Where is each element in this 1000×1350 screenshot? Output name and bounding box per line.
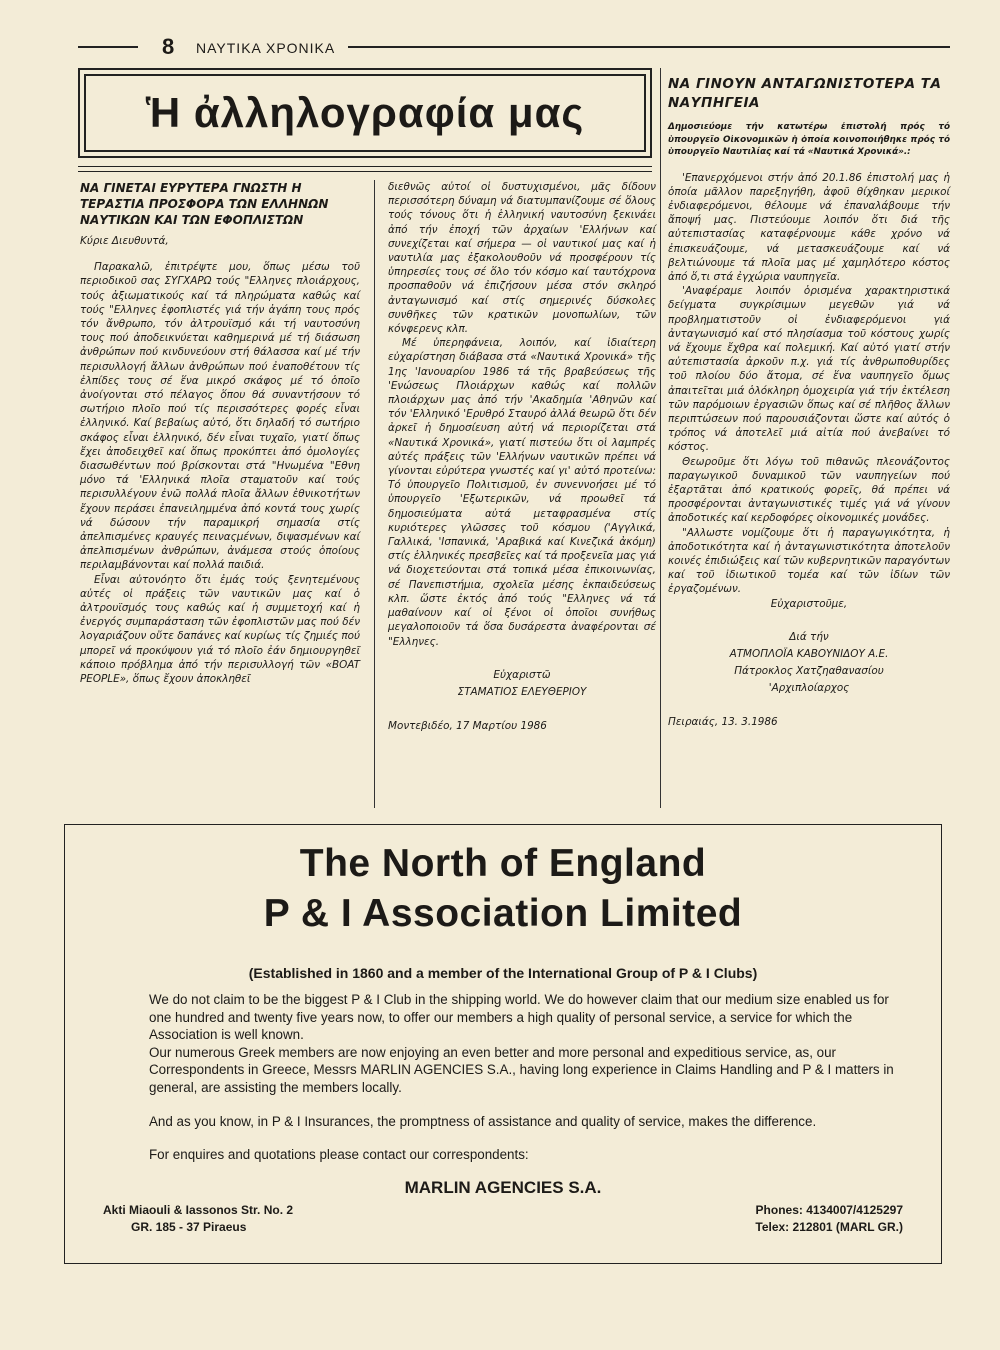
header-rule-left — [78, 46, 138, 48]
column-divider — [660, 68, 661, 808]
ad-company-name: MARLIN AGENCIES S.A. — [404, 1178, 602, 1197]
header-rule-right — [348, 46, 950, 48]
page-header — [78, 34, 950, 60]
letter1-salutation: Κύριε Διευθυντά, — [80, 235, 169, 247]
letter2-headline: ΝΑ ΓΙΝΟΥΝ ΑΝΤΑΓΩΝΙΣΤΟΤΕΡΑ ΤΑ ΝΑΥΠΗΓΕΙΑ — [668, 76, 942, 111]
ad-paragraph: And as you know, in P & I Insurances, the promptness of assistance and quality of service, makes the difference. — [149, 1113, 817, 1129]
advertisement — [64, 824, 942, 1264]
page-number: 8 — [162, 34, 175, 59]
ad-paragraph: We do not claim to be the biggest P & I Club in the shipping world. We do however claim that our medium size enabled us for one hundred and twenty five years now, to offer our members a high quality of personal service, a service for which the Association is well known. — [149, 992, 889, 1043]
letter1-signature: ΣΤΑΜΑΤΙΟΣ ΕΛΕΥΘΕΡΙΟΥ — [457, 685, 587, 698]
letter1-closing: Εὐχαριστῶ — [493, 668, 551, 681]
ad-paragraph: Our numerous Greek members are now enjoying an even better and more personal and expeditious service, as, our Correspondents in Greece, Messrs MARLIN AGENCIES S.A., having long experience in Claims Handling and P & I matters in general, are assisting the members locally. — [149, 1044, 894, 1095]
letter1-paragraph: Εἶναι αὐτονόητο ὅτι ἐμάς τούς ξενητεμένους αὐτές οἱ πράξεις τῶν ναυτικῶν μας καί ὁ ἀλτρουϊσμός τους καθώς καί ἡ συμμετοχή καί ἡ ἐνεργός συμπαράσταση τῶν ἐφοπλιστῶν μας πού δέν λογαριάζουν οὔτε δαπάνες καί κυρίως τίς ζημιές πού μπορεῖ νά προκύψουν γιά τό πλοῖο ἐάν δημιουργηθεῖ κάποιο πρόβλημα ἀπό τήν περισυλλογή τῶν «BOAT PEOPLE», ὅπως ἔχουν ἀποκληθεῖ — [80, 573, 360, 686]
title-underline — [78, 166, 652, 176]
letter2-paragraph: 'Επανερχόμενοι στήν ἀπό 20.1.86 ἐπιστολή μας ἡ ὁποία μᾶλλον παρεξηγήθη, ἀφοῦ θίχθηκαν μερικοί ἐνδιαφερόμενοι, θέλουμε νά ἐπαναλάβουμε τήν ἄποψή μας. Πιστεύουμε λοιπόν ὅτι διά τῆς αὐτεπιστασίας καταφέρνουμε κάθε χρόνο νά ἐπισκευάζουμε, νά μετασκευάζουμε καί νά βελτιώνουμε τά πλοῖα μας μέ χαμηλότερο κόστος ἀπό ὅ,τι στά ἐγχώρια ναυπηγεῖα. — [668, 171, 950, 283]
letter1-paragraph: Μέ ὑπερηφάνεια, λοιπόν, καί ἰδιαίτερη εὐχαρίστηση διάβασα στά «Ναυτικά Χρονικά» τῆς 1ης 'Ιανουαρίου 1986 τά τῆς βραβεύσεως τῆς 'Ενώσεως Πλοιάρχων καθώς καί πολλῶν πλοιάρχων μας ἀπό τήν 'Ακαδημία 'Αθηνῶν καί τόν 'Ελληνικό 'Ερυθρό Σταυρό ἀλλά θεωρῶ ὅτι δέν ἀρκεῖ ἡ δημοσίευση αὐτή νά περιορίζεται στά «Ναυτικά Χρονικά», γιατί πιστεύω ὅτι οἱ λαμπρές αὐτές πράξεις τῶν 'Ελλήνων ναυτικῶν πρέπει νά γίνονται εὐρύτερα γνωστές καί γι' αὐτό προτείνω: Τό ὑπουργεῖο Πολιτισμοῦ, ἐν συνεννοήσει μέ τό ὑπουργεῖο 'Εξωτερικῶν, νά προωθεῖ τά δημοσιεύματα αὐτά μεταφρασμένα στίς κυριότερες γλῶσσες τοῦ κόσμου ('Αγγλικά, Γαλλικά, 'Ισπανικά, 'Αραβικά καί Κινεζικά ἀκόμη) στίς ἑλληνικές πρεσβεῖες καί τά προξενεῖα μας γιά νά διοχετεύονται στά τοπικά μέσα ἐπικοινωνίας, σέ Πανεπιστήμια, σχολεῖα μέσης ἐκπαιδεύσεως κλπ. ὥστε ἐκτός ἀπό τούς "Ελληνες νά τά μαθαίνουν καί οἱ ξένοι οἱ ὁποῖοι συνήθως μεγαλοποιοῦν τά ὅσα δυσάρεστα ἀναφέρονται σέ "Ελληνες. — [388, 337, 656, 648]
column-divider — [374, 180, 375, 808]
ad-paragraph: For enquires and quotations please contact our correspondents: — [149, 1147, 529, 1163]
section-title-box — [78, 68, 652, 158]
letter2-sig-title: 'Αρχιπλοίαρχος — [768, 681, 850, 694]
ad-contact — [755, 1202, 903, 1236]
ad-telex: Telex: 212801 (MARL GR.) — [755, 1220, 903, 1234]
letter1-headline: ΝΑ ΓΙΝΕΤΑΙ ΕΥΡΥΤΕΡΑ ΓΝΩΣΤΗ Η ΤΕΡΑΣΤΙΑ ΠΡΟΣΦΟΡΑ ΤΩΝ ΕΛΛΗΝΩΝ ΝΑΥΤΙΚΩΝ ΚΑΙ ΤΩΝ ΕΦΟΠΛΙΣΤΩΝ — [80, 181, 329, 227]
ad-address-line1: Akti Miaouli & Iassonos Str. No. 2 — [103, 1203, 294, 1217]
ad-title — [65, 839, 941, 939]
ad-subtitle: (Established in 1860 and a member of the International Group of P & I Clubs) — [248, 965, 758, 981]
ad-address — [103, 1202, 293, 1236]
letter1-column-2 — [388, 180, 656, 733]
letter1-place-date: Μοντεβιδέο, 17 Μαρτίου 1986 — [388, 719, 547, 732]
letter1-column-1 — [80, 180, 360, 686]
ad-body — [149, 991, 909, 1164]
letter2-column — [668, 75, 950, 729]
ad-phones: Phones: 4134007/4125297 — [755, 1203, 903, 1217]
letter2-paragraph: 'Αναφέραμε λοιπόν ὁρισμένα χαρακτηριστικά δείγματα συγκρίσιμων μεγεθῶν γιά νά προβληματιστοῦν οἱ ἐνδιαφερόμενοι γιά ἀνταγωνισμό καί στό πλησίασμα τοῦ κόστους χωρίς νά ἔχουμε ἔχθρα καί πολεμική. Καί αὐτό γιατί στήν αὐτεπιστασία ἀρκοῦν π.χ. γιά τίς ἀνθρωποθυρίδες τοῦ πλοίου δύο ἄτομα, σέ ἕνα ναυπηγεῖο ὅμως ἀπαιτεῖται μιά ὁλόκληρη ὁμοχειρία γιά τήν ἐκτέλεση τῶν παρόμοιων ἐργασιῶν ὅπως καί σέ πλῆθος ἄλλων περιπτώσεων πού παρουσιάζονται ὥστε καί αὐτός ὁ τρόπος νά ἀποτελεῖ μιά αἰτία πού ἀνεβαίνει τό κόστος. — [668, 285, 950, 454]
letter2-sig-company: ΑΤΜΟΠΛΟΪΑ ΚΑΒΟΥΝΙΔΟΥ Α.Ε. — [729, 647, 889, 660]
letter1-paragraph: διεθνῶς αὐτοί οἱ δυστυχισμένοι, μᾶς δίδουν περισσότερη δύναμη νά διατυμπανίζουμε σέ ὅλους τούς τόνους ὅτι ἡ ἑλληνική ναυτοσύνη ξεκινάει ἀπό τήν ἐποχή τῶν ἀρχαίων 'Ελλήνων καί συνεχίζεται καί σήμερα — οἱ ναυτικοί μας καί ἡ ναυτιλία μας ἐξακολουθοῦν νά προσφέρουν τίς ὑπηρεσίες τους σέ ὅλο τόν κόσμο καί ταυτόχρονα προσπαθοῦν νά ἐπιζήσουν μέσα στόν σκληρό ἀνταγωνισμό καί στίς σημερινές δύσκολες συνθῆκες τῶν κρατικῶν μονοπωλίων, τῶν κόνφερενς κλπ. — [388, 181, 656, 336]
letter1-signature-block — [388, 667, 656, 701]
publication-name: ΝΑΥΤΙΚΑ ΧΡΟΝΙΚΑ — [196, 40, 336, 56]
ad-title-line2: P & I Association Limited — [263, 892, 743, 935]
ad-title-line1: The North of England — [299, 842, 707, 885]
letter2-closing: Εὐχαριστοῦμε, — [770, 597, 848, 610]
section-title: Ἡ ἀλληλογραφία μας — [84, 74, 646, 152]
letter2-paragraph: Θεωροῦμε ὅτι λόγω τοῦ πιθανῶς πλεονάζοντος παραγωγικοῦ δυναμικοῦ τῶν ναυπηγείων πού ἐξαρτᾶται ἀπό κρατικούς φορεῖς, θά πρέπει νά προσφέρονται ἀνταγωνιστικές τιμές γιά νά γίνουν ἀποδοτικές καί κερδοφόρες οἰκονομικές μονάδες. — [668, 455, 950, 525]
letter2-paragraph: "Αλλωστε νομίζουμε ὅτι ἡ παραγωγικότητα, ἡ ἀποδοτικότητα καί ἡ ἀνταγωνιστικότητα ἀποτελοῦν κοινές ἐπιδιώξεις καί τῶν κυβερνητικῶν παραγόντων καί τοῦ ἰδιωτικοῦ τομέα καί τῶν ἰδίων τῶν ἐργαζομένων. — [668, 526, 950, 596]
letter2-sig-line: Διά τήν — [789, 630, 829, 643]
letter2-signature-block — [668, 629, 950, 697]
letter1-paragraph: Παρακαλῶ, ἐπιτρέψτε μου, ὅπως μέσω τοῦ περιοδικοῦ σας ΣΥΓΧΑΡΩ τούς "Ελληνες πλοιάρχους, τούς ἀξιωματικούς καί τά πληρώματα καθώς καί τούς "Ελληνες ἐφοπλιστές γιά τήν ἀγάπη τους πρός τόν ἄνθρωπο, τόν ἀλτρουϊσμό κάι τή ναυτοσύνη τους πού ἀποδεικνύεται καθημερινά μέ τή διάσωση ἀνθρώπων πού κινδυνεύουν στή θάλασσα καί μέ τήν περισυλλογή ἄλλων ἀνθρώπων πού ἐναποθέτουν τίς ἐλπίδες τους σέ ἕνα μικρό σκάφος μέ τό ὁποῖο ἀνοίγονται στό πέλαγος ὅπου θά συναντήσουν τό σωτήριο πλοῖο πού τίς περισσότερες φορές εἶναι ἑλληνικό. Καί βεβαίως αὐτό, ὅτι δηλαδή τό σωτήριο σκάφος εἶναι ἑλληνικό, δέν εἶναι τυχαῖο, γιατί ὅπως ἔχει ἀποδειχθεῖ καί ὅπως προκύπτει ἀπό ὁμολογίες διασωθέντων πού βρίσκονται στά "Ηνωμένα "Εθνη μόνο τά 'Ελληνικά πλοῖα σταματοῦν καί τούς περισυλλέγουν ἐνῶ πολλά πλοῖα ἄλλων ἐθνικοτήτων ἔχουν περάσει ἐπανειλημμένα ἀπό κοντά τους χωρίς νά δώσουν τήν παραμικρή σημασία στίς ἀπελπισμένες κραυγές πειναςμένων, διψασμένων καί ἀπελπισμένων ἀνθρώπων, ἀνάμεσα στούς ὁποίους περιλαμβάνονται καί πολλά παιδιά. — [80, 261, 360, 572]
letter2-sig-name: Πάτροκλος Χατζηαθανασίου — [734, 664, 884, 677]
letter2-intro: Δημοσιεύομε τήν κατωτέρω ἐπιστολή πρός τό ὑπουργεῖο Οἰκονομικῶν ἡ ὁποία κοινοποιήθηκε πρός τό ὑπουργεῖο Ναυτιλίας καί τά «Ναυτικά Χρονικά».: — [668, 122, 950, 157]
letter2-place-date: Πειραιάς, 13. 3.1986 — [668, 715, 778, 728]
ad-address-line2: GR. 185 - 37 Piraeus — [131, 1220, 247, 1234]
